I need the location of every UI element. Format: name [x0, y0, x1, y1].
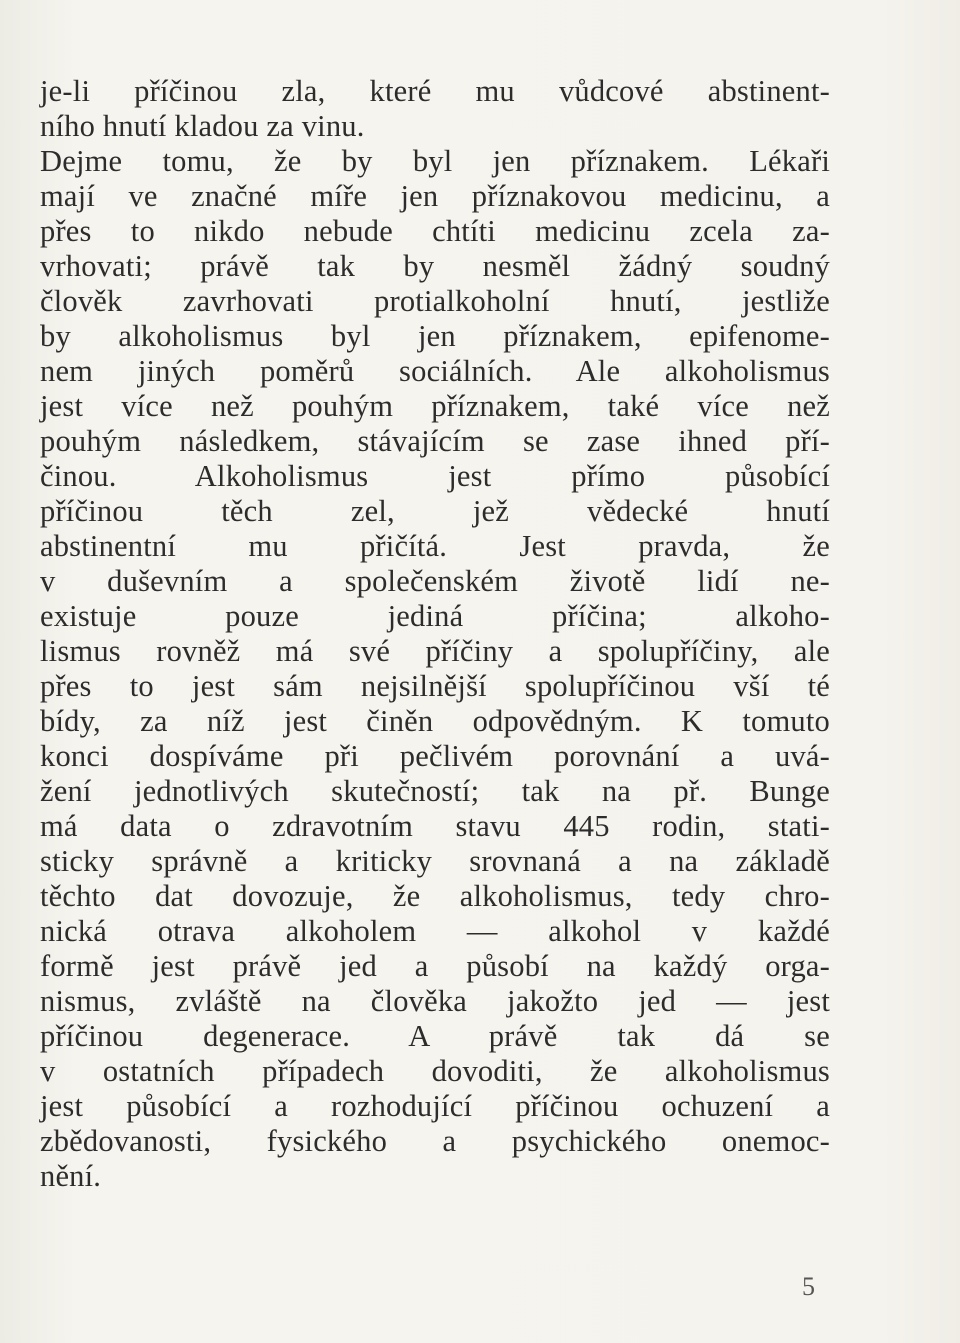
text-line: vrhovati; právě tak by nesměl žádný soudný [40, 249, 830, 283]
text-line: těchto dat dovozuje, že alkoholismus, tedy chro- [40, 879, 830, 913]
text-line: jest více než pouhým příznakem, také více než [40, 389, 830, 423]
text-line: má data o zdravotním stavu 445 rodin, stati- [40, 809, 830, 843]
text-line: přes to jest sám nejsilnější spolupříčinou vší té [40, 669, 830, 703]
text-line: činou. Alkoholismus jest přímo působící [40, 459, 830, 493]
text-line: sticky správně a kriticky srovnaná a na základě [40, 844, 830, 878]
text-line: zbědovanosti, fysického a psychického onemoc- [40, 1124, 830, 1158]
text-line: pouhým následkem, stávajícím se zase ihned pří- [40, 424, 830, 458]
text-line: žení jednotlivých skutečností; tak na př. Bunge [40, 774, 830, 808]
page-number: 5 [802, 1272, 815, 1301]
text-line: v ostatních případech dovoditi, že alkoholismus [40, 1054, 830, 1088]
text-line: příčinou těch zel, jež vědecké hnutí [40, 494, 830, 528]
body-text [40, 74, 830, 1194]
text-line: nická otrava alkoholem — alkohol v každé [40, 914, 830, 948]
text-line: je-li příčinou zla, které mu vůdcové abstinent- [40, 74, 830, 108]
text-line: formě jest právě jed a působí na každý orga- [40, 949, 830, 983]
text-line: nem jiných poměrů sociálních. Ale alkoholismus [40, 354, 830, 388]
text-line: abstinentní mu přičítá. Jest pravda, že [40, 529, 830, 563]
text-line: bídy, za níž jest činěn odpovědným. K tomuto [40, 704, 830, 738]
text-line: v duševním a společenském životě lidí ne- [40, 564, 830, 598]
text-line: mají ve značné míře jen příznakovou medicinu, a [40, 179, 830, 213]
text-line: ního hnutí kladou za vinu. [40, 109, 365, 143]
text-line: Dejme tomu, že by byl jen příznakem. Lékaři [40, 144, 830, 178]
text-line: jest působící a rozhodující příčinou ochuzení a [40, 1089, 830, 1123]
text-line: lismus rovněž má své příčiny a spolupříčiny, ale [40, 634, 830, 668]
text-line: konci dospíváme při pečlivém porovnání a uvá- [40, 739, 830, 773]
text-line: příčinou degenerace. A právě tak dá se [40, 1019, 830, 1053]
text-line: nění. [40, 1159, 102, 1193]
text-line: existuje pouze jediná příčina; alkoho- [40, 599, 830, 633]
text-line: by alkoholismus byl jen příznakem, epifenome- [40, 319, 830, 353]
text-line: člověk zavrhovati protialkoholní hnutí, jestliže [40, 284, 830, 318]
text-line: přes to nikdo nebude chtíti medicinu zcela za- [40, 214, 830, 248]
text-line: nismus, zvláště na člověka jakožto jed — jest [40, 984, 830, 1018]
